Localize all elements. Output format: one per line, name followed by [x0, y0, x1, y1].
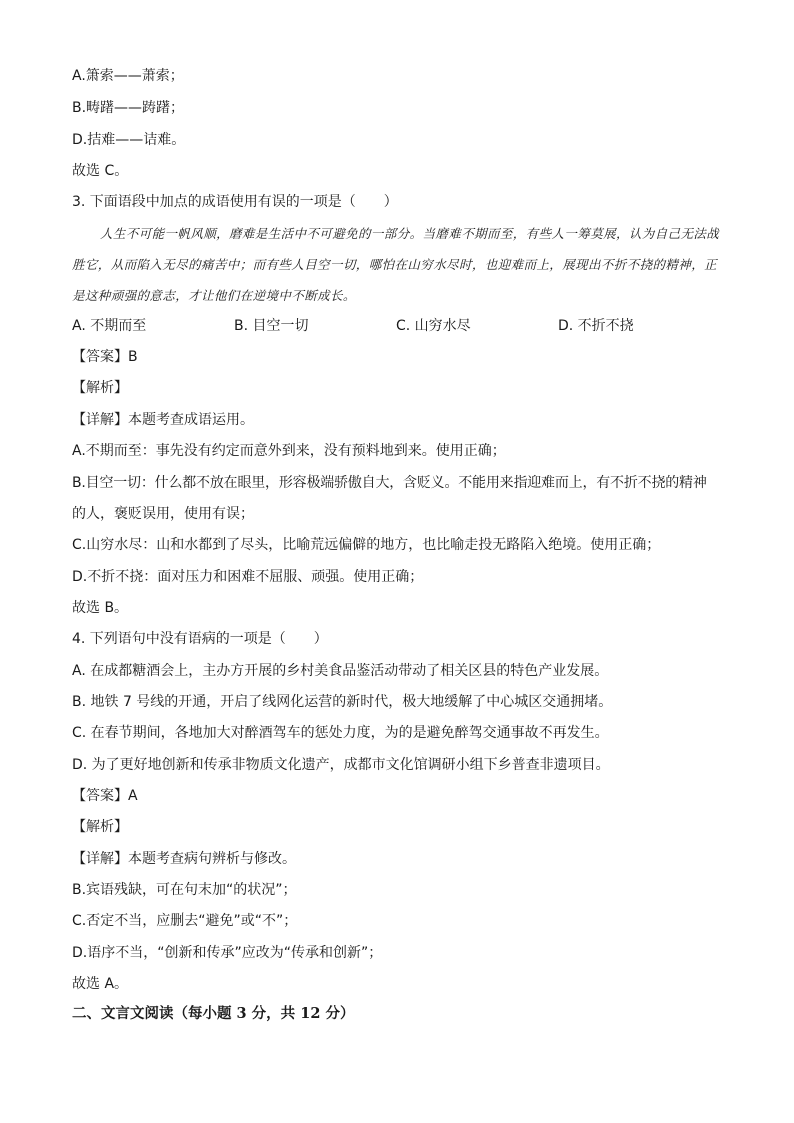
text-line: D. 为了更好地创新和传承非物质文化遗产，成都市文化馆调研小组下乡普查非遗项目。: [72, 757, 610, 773]
text-line: 故选 C。: [72, 163, 129, 179]
text-line: C.否定不当，应删去“避免”或“不”；: [72, 913, 298, 929]
text-line: A. 在成都糖酒会上，主办方开展的乡村美食品鉴活动带动了相关区县的特色产业发展。: [72, 663, 609, 679]
text-line: C. 在春节期间，各地加大对醉酒驾车的惩处力度，为的是避免醉驾交通事故不再发生。: [72, 725, 609, 741]
option-a: A. 不期而至: [72, 318, 147, 334]
section-heading: 二、文言文阅读（每小题 3 分，共 12 分）: [72, 1005, 355, 1022]
detail-text: 【详解】本题考查成语运用。: [72, 412, 254, 428]
option-b: B. 目空一切: [234, 318, 309, 334]
text-line: 故选 B。: [72, 600, 129, 616]
text-line: B. 地铁 7 号线的开通，开启了线网化运营的新时代，极大地缓解了中心城区交通拥堵。: [72, 694, 613, 710]
option-c: C. 山穷水尽: [396, 318, 471, 334]
detail-text: 【详解】本题考查病句辨析与修改。: [72, 851, 296, 867]
answer-label: 【答案】A: [72, 788, 138, 804]
text-line: B.目空一切：什么都不放在眼里，形容极端骄傲自大，含贬义。不能用来指迎难而上，有不折不挠的精神: [72, 475, 707, 491]
text-line: D.语序不当，“创新和传承”应改为“传承和创新”；: [72, 945, 383, 961]
option-d: D. 不折不挠: [558, 318, 634, 334]
question-4-stem: 4. 下列语句中没有语病的一项是（ ）: [72, 631, 328, 647]
answer-label: 【答案】B: [72, 349, 138, 365]
analysis-label: 【解析】: [72, 380, 128, 396]
text-line: 故选 A。: [72, 976, 129, 992]
analysis-label: 【解析】: [72, 819, 128, 835]
text-line: D.拮难——诘难。: [72, 132, 186, 148]
text-line: 的人，褒贬误用，使用有误；: [72, 506, 254, 522]
text-line: B.宾语残缺，可在句末加“的状况”；: [72, 882, 297, 898]
passage-text: 人生不可能一帆风顺，磨难是生活中不可避免的一部分。当磨难不期而至，有些人一筹莫展，认为自己无法战胜它，从而陷入无尽的痛苦中；而有些人目空一切，哪怕在山穷水尽时，也迎难而上，展现出不折不挠的精神，正是这种顽强的意志，才让他们在逆境中不断成长。: [72, 226, 720, 303]
text-line: C.山穷水尽：山和水都到了尽头，比喻荒远偏僻的地方，也比喻走投无路陷入绝境。使用正确；: [72, 537, 661, 553]
text-line: B.畴躇——踌躇；: [72, 100, 185, 116]
question-3-stem: 3. 下面语段中加点的成语使用有误的一项是（ ）: [72, 194, 398, 210]
text-line: A.不期而至：事先没有约定而意外到来，没有预料地到来。使用正确；: [72, 443, 506, 459]
text-line: D.不折不挠：面对压力和困难不屈服、顽强。使用正确；: [72, 569, 424, 585]
text-line: A.箫索——萧索；: [72, 68, 184, 84]
